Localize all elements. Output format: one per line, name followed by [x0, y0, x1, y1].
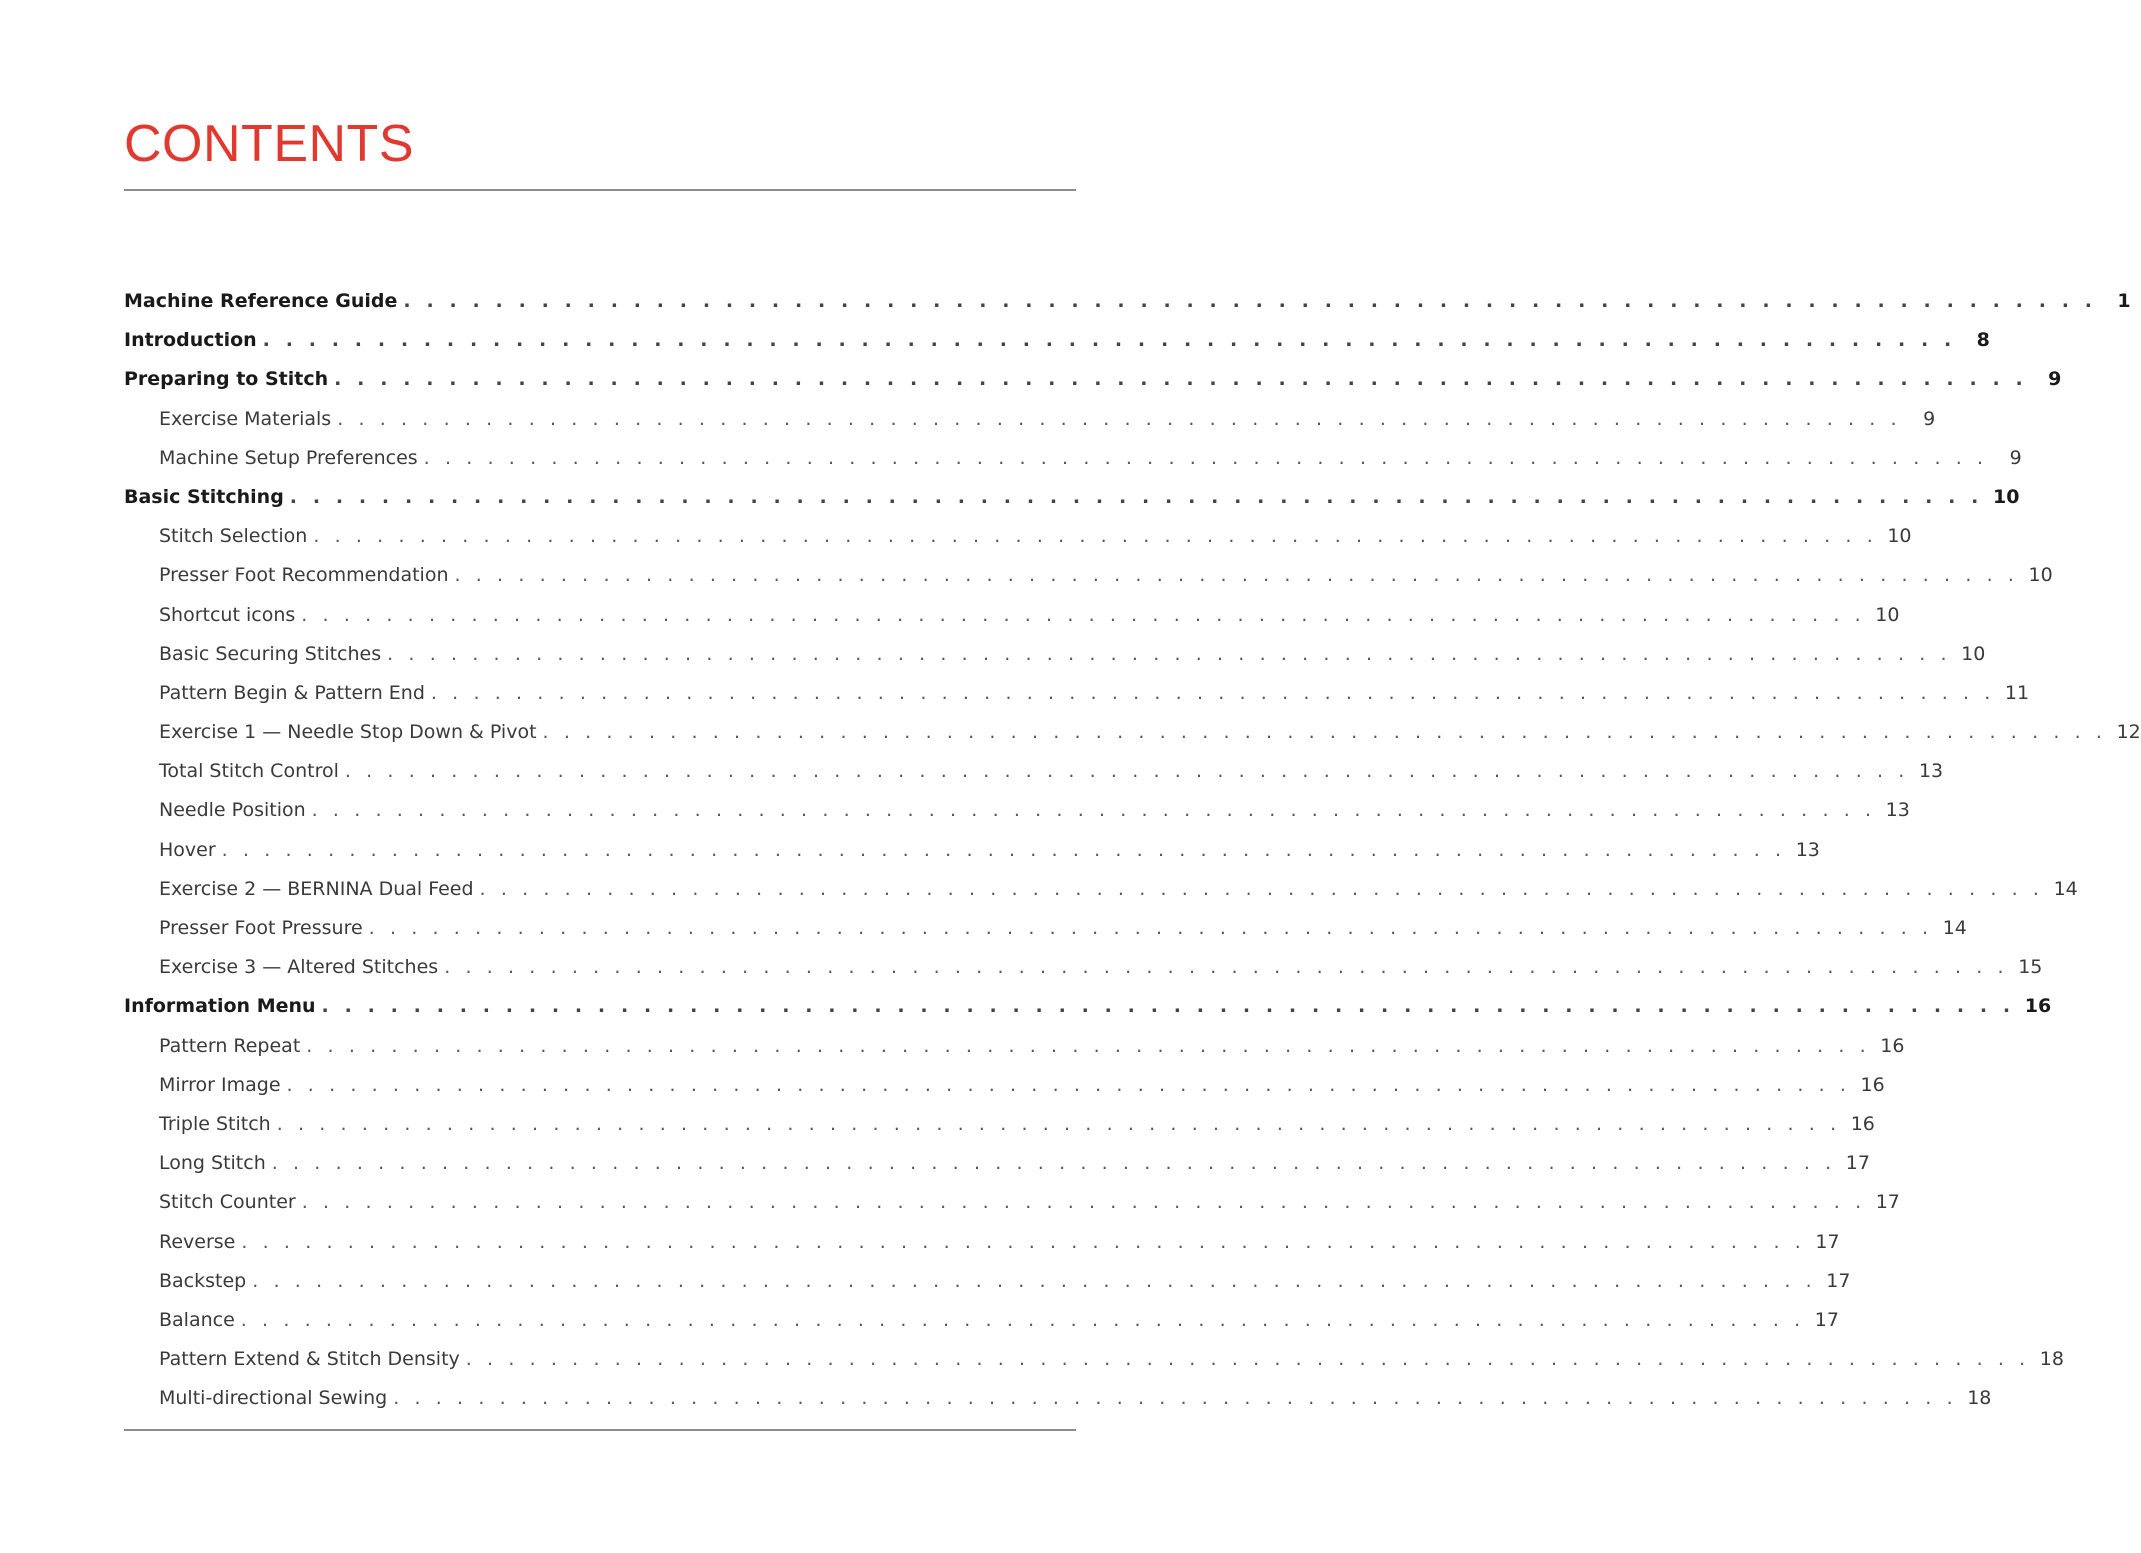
toc-page-number: 10: [1875, 603, 1900, 626]
toc-dot-leader: . . . . . . . . . . . . . . . . . . . . . . . . . . . . . . . . . . . . . . . . . . . . . . . . . . . . . . . . . . . . . . . . . . . . . . . . . .: [393, 1387, 1958, 1410]
toc-page-number: 15: [2018, 956, 2043, 979]
toc-page-number: 8: [1976, 329, 1990, 352]
table-of-contents: [124, 282, 2141, 1418]
toc-subsection-entry[interactable]: [124, 517, 1912, 556]
toc-dot-leader: . . . . . . . . . . . . . . . . . . . . . . . . . . . . . . . . . . . . . . . . . . . . . . . . . . . . . . . . . . . . . . . . . . . . . . . . . .: [368, 917, 1933, 939]
toc-dot-leader: . . . . . . . . . . . . . . . . . . . . . . . . . . . . . . . . . . . . . . . . . . . . . . . . . . . . . . . . . . . . . . . . . . . . . . . . . .: [306, 1034, 1871, 1057]
toc-entry-label: Presser Foot Pressure: [159, 917, 363, 939]
toc-page-number: 9: [2009, 446, 2022, 469]
toc-page-number: 10: [2028, 564, 2053, 587]
toc-dot-leader: . . . . . . . . . . . . . . . . . . . . . . . . . . . . . . . . . . . . . . . . . . . . . . . . . . . . . . . . . . . . . . . . . . . . . . . . . .: [479, 877, 2044, 900]
toc-dot-leader: . . . . . . . . . . . . . . . . . . . . . . . . . . . . . . . . . . . . . . . . . . . . . . . . . . . . . . . . . . . . . . . . . . . . . . . . . .: [444, 956, 2009, 979]
toc-entry-label: Machine Setup Preferences: [159, 446, 418, 469]
toc-dot-leader: . . . . . . . . . . . . . . . . . . . . . . . . . . . . . . . . . . . . . . . . . . . . . . . . . . . . . . . . . . . . . . . . . . . . . . . . . .: [387, 642, 1952, 665]
toc-entry-label: Shortcut icons: [159, 603, 296, 626]
toc-subsection-entry[interactable]: [124, 635, 1986, 674]
toc-section-entry[interactable]: [124, 360, 2062, 399]
toc-entry-label: Pattern Repeat: [159, 1034, 301, 1057]
toc-dot-leader: . . . . . . . . . . . . . . . . . . . . . . . . . . . . . . . . . . . . . . . . . . . . . . . . . . . . . . . . . . . . . . . . . . . . . . . . . .: [240, 1308, 1805, 1331]
toc-dot-leader: . . . . . . . . . . . . . . . . . . . . . . . . . . . . . . . . . . . . . . . . . . . . . . . . . . . . . . . . . . . . . . . . . . . . . . . . . .: [301, 603, 1866, 626]
toc-subsection-entry[interactable]: [124, 1144, 1870, 1183]
toc-dot-leader: . . . . . . . . . . . . . . . . . . . . . . . . . . . . . . . . . . . . . . . . . . . . . . . . . . . . . . . . . . . . . . . . . . . . . . . . . .: [334, 368, 2028, 391]
toc-entry-label: Exercise 1 — Needle Stop Down & Pivot: [159, 721, 537, 744]
toc-page-number: 17: [1845, 1152, 1870, 1175]
toc-entry-label: Stitch Counter: [159, 1191, 296, 1214]
toc-entry-label: Exercise 3 — Altered Stitches: [159, 956, 439, 979]
toc-entry-label: Reverse: [159, 1230, 236, 1253]
toc-entry-label: Pattern Extend & Stitch Density: [159, 1348, 460, 1371]
bottom-divider: [124, 1429, 1076, 1431]
toc-subsection-entry[interactable]: [124, 1066, 1885, 1105]
toc-entry-label: Exercise 2 — BERNINA Dual Feed: [159, 877, 474, 900]
toc-subsection-entry[interactable]: [124, 1105, 1875, 1144]
toc-subsection-entry[interactable]: [124, 1262, 1851, 1301]
toc-entry-label: Basic Securing Stitches: [159, 642, 382, 665]
toc-subsection-entry[interactable]: [124, 439, 2022, 478]
toc-page-number: 17: [1815, 1230, 1840, 1253]
toc-page-number: 13: [1918, 760, 1944, 783]
toc-entry-label: Pattern Begin & Pattern End: [159, 681, 425, 704]
toc-subsection-entry[interactable]: [124, 1223, 1840, 1262]
toc-page-number: 16: [1880, 1034, 1905, 1057]
toc-entry-label: Mirror Image: [159, 1073, 281, 1096]
toc-subsection-entry[interactable]: [124, 713, 2141, 752]
toc-subsection-entry[interactable]: [124, 909, 1967, 948]
toc-page-number: 17: [1875, 1191, 1900, 1214]
toc-entry-label: Balance: [159, 1308, 235, 1331]
toc-dot-leader: . . . . . . . . . . . . . . . . . . . . . . . . . . . . . . . . . . . . . . . . . . . . . . . . . . . . . . . . . . . . . . . . . . . . . . . . . .: [430, 681, 1995, 704]
toc-entry-label: Needle Position: [159, 799, 306, 822]
toc-subsection-entry[interactable]: [124, 948, 2043, 987]
toc-entry-label: Presser Foot Recommendation: [159, 564, 449, 587]
toc-page-number: 9: [2048, 368, 2062, 391]
toc-page-number: 11: [2004, 681, 2030, 704]
toc-entry-label: Long Stitch: [159, 1152, 266, 1175]
toc-page-number: 17: [1814, 1308, 1839, 1331]
page-title: CONTENTS: [124, 115, 414, 173]
top-divider: [124, 189, 1076, 191]
toc-subsection-entry[interactable]: [124, 596, 1900, 635]
toc-section-entry[interactable]: [124, 987, 2052, 1026]
toc-dot-leader: . . . . . . . . . . . . . . . . . . . . . . . . . . . . . . . . . . . . . . . . . . . . . . . . . . . . . . . . . . . . . . . . . . . . . . . . . .: [423, 446, 1988, 469]
toc-page-number: 10: [1993, 485, 2020, 508]
toc-entry-label: Backstep: [159, 1269, 247, 1292]
toc-dot-leader: . . . . . . . . . . . . . . . . . . . . . . . . . . . . . . . . . . . . . . . . . . . . . . . . . . . . . . . . . . . . . . . . . . . . . . . . . .: [542, 721, 2107, 744]
toc-dot-leader: . . . . . . . . . . . . . . . . . . . . . . . . . . . . . . . . . . . . . . . . . . . . . . . . . . . . . . . . . . . . . . . . . . . . . . . . . .: [344, 760, 1909, 783]
toc-entry-label: Hover: [159, 838, 216, 861]
toc-entry-label: Exercise Materials: [159, 407, 332, 430]
toc-subsection-entry[interactable]: [124, 556, 2053, 595]
toc-entry-label: Stitch Selection: [159, 525, 308, 548]
toc-page-number: 10: [1887, 525, 1912, 548]
toc-entry-label: Introduction: [124, 329, 257, 352]
toc-dot-leader: . . . . . . . . . . . . . . . . . . . . . . . . . . . . . . . . . . . . . . . . . . . . . . . . . . . . . . . . . . . . . . . . . . . . . . . . . .: [454, 564, 2019, 587]
toc-subsection-entry[interactable]: [124, 870, 2078, 909]
toc-page-number: 12: [2116, 721, 2141, 744]
toc-page-number: 9: [1923, 407, 1936, 430]
toc-dot-leader: . . . . . . . . . . . . . . . . . . . . . . . . . . . . . . . . . . . . . . . . . . . . . . . . . . . . . . . . . . . . . . . . . . . . . . . . . .: [271, 1152, 1836, 1175]
toc-entry-label: Machine Reference Guide: [124, 290, 398, 312]
toc-dot-leader: . . . . . . . . . . . . . . . . . . . . . . . . . . . . . . . . . . . . . . . . . . . . . . . . . . . . . . . . . . . . . . . . . . . . . . . . . .: [301, 1191, 1866, 1214]
toc-section-entry[interactable]: [124, 282, 2131, 321]
toc-subsection-entry[interactable]: [124, 1301, 1839, 1340]
toc-entry-label: Multi-directional Sewing: [159, 1387, 388, 1410]
toc-entry-label: Triple Stitch: [159, 1112, 271, 1135]
toc-page-number: 16: [1850, 1112, 1875, 1135]
toc-page-number: 13: [1795, 838, 1820, 861]
toc-subsection-entry[interactable]: [124, 674, 2030, 713]
toc-dot-leader: . . . . . . . . . . . . . . . . . . . . . . . . . . . . . . . . . . . . . . . . . . . . . . . . . . . . . . . . . . . . . . . . . . . . . . . . . .: [286, 1073, 1851, 1096]
toc-subsection-entry[interactable]: [124, 1183, 1900, 1222]
toc-page-number: 10: [1961, 642, 1986, 665]
toc-entry-label: Preparing to Stitch: [124, 368, 329, 391]
toc-dot-leader: . . . . . . . . . . . . . . . . . . . . . . . . . . . . . . . . . . . . . . . . . . . . . . . . . . . . . . . . . . . . . . . . . . . . . . . . . .: [313, 525, 1878, 548]
toc-subsection-entry[interactable]: [124, 1379, 1992, 1418]
toc-dot-leader: . . . . . . . . . . . . . . . . . . . . . . . . . . . . . . . . . . . . . . . . . . . . . . . . . . . . . . . . . . . . . . . . . . . . . . . . . .: [465, 1348, 2030, 1371]
toc-section-entry[interactable]: [124, 321, 1990, 360]
toc-page-number: 14: [1942, 917, 1967, 939]
toc-dot-leader: . . . . . . . . . . . . . . . . . . . . . . . . . . . . . . . . . . . . . . . . . . . . . . . . . . . . . . . . . . . . . . . . . . . . . . . . . .: [337, 407, 1902, 430]
toc-page-number: 1: [2117, 290, 2131, 312]
toc-dot-leader: . . . . . . . . . . . . . . . . . . . . . . . . . . . . . . . . . . . . . . . . . . . . . . . . . . . . . . . . . . . . . . . . . . . . . . . . . .: [289, 485, 1983, 508]
toc-subsection-entry[interactable]: [124, 831, 1820, 870]
toc-dot-leader: . . . . . . . . . . . . . . . . . . . . . . . . . . . . . . . . . . . . . . . . . . . . . . . . . . . . . . . . . . . . . . . . . . . . . . . . . .: [276, 1112, 1841, 1135]
toc-dot-leader: . . . . . . . . . . . . . . . . . . . . . . . . . . . . . . . . . . . . . . . . . . . . . . . . . . . . . . . . . . . . . . . . . . . . . . . . . .: [241, 1230, 1806, 1253]
toc-subsection-entry[interactable]: [124, 400, 1936, 439]
toc-subsection-entry[interactable]: [124, 791, 1910, 830]
toc-page-number: 14: [2053, 877, 2078, 900]
toc-dot-leader: . . . . . . . . . . . . . . . . . . . . . . . . . . . . . . . . . . . . . . . . . . . . . . . . . . . . . . . . . . . . . . . . . . . . . . . . . .: [252, 1269, 1817, 1292]
toc-subsection-entry[interactable]: [124, 752, 1944, 791]
toc-page-number: 18: [1967, 1387, 1992, 1410]
toc-dot-leader: . . . . . . . . . . . . . . . . . . . . . . . . . . . . . . . . . . . . . . . . . . . . . . . . . . . . . . . . . . . . . . . . . . . . . . . . . .: [221, 838, 1786, 861]
toc-subsection-entry[interactable]: [124, 1027, 1905, 1066]
toc-dot-leader: . . . . . . . . . . . . . . . . . . . . . . . . . . . . . . . . . . . . . . . . . . . . . . . . . . . . . . . . . . . . . . . . . . . . . . . . . .: [262, 329, 1956, 352]
toc-page-number: 16: [1860, 1073, 1885, 1096]
toc-page-number: 18: [2039, 1348, 2064, 1371]
toc-page-number: 13: [1885, 799, 1910, 822]
toc-section-entry[interactable]: [124, 478, 2020, 517]
toc-subsection-entry[interactable]: [124, 1340, 2064, 1379]
toc-page-number: 17: [1826, 1269, 1851, 1292]
toc-dot-leader: . . . . . . . . . . . . . . . . . . . . . . . . . . . . . . . . . . . . . . . . . . . . . . . . . . . . . . . . . . . . . . . . . . . . . . . . . .: [321, 995, 2015, 1018]
toc-dot-leader: . . . . . . . . . . . . . . . . . . . . . . . . . . . . . . . . . . . . . . . . . . . . . . . . . . . . . . . . . . . . . . . . . . . . . . . . . .: [311, 799, 1876, 822]
toc-dot-leader: . . . . . . . . . . . . . . . . . . . . . . . . . . . . . . . . . . . . . . . . . . . . . . . . . . . . . . . . . . . . . . . . . . . . . . . . . .: [403, 290, 2097, 312]
toc-entry-label: Information Menu: [124, 995, 316, 1018]
toc-entry-label: Total Stitch Control: [159, 760, 339, 783]
toc-page-number: 16: [2024, 995, 2052, 1018]
toc-entry-label: Basic Stitching: [124, 485, 284, 508]
